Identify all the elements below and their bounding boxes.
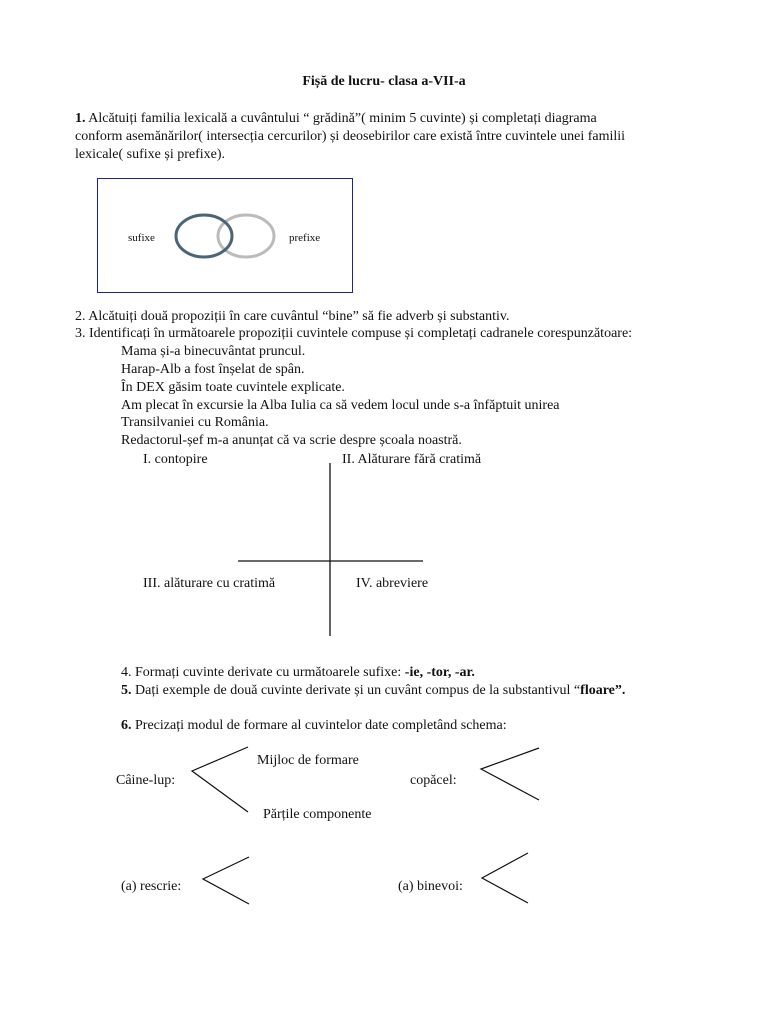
q1-text-1: Alcătuiți familia lexicală a cuvântului “ grădină”( minim 5 cuvinte) și completați diagrama <box>88 111 597 126</box>
q5-text: Dați exemple de două cuvinte derivate și un cuvânt compus de la substantivul “ <box>131 683 581 698</box>
word-rescrie: (a) rescrie: <box>121 879 182 894</box>
quadrant-3-label: III. alăturare cu cratimă <box>143 576 276 591</box>
branch-top-label: Mijloc de formare <box>257 753 359 768</box>
q2-text: 2. Alcătuiți două propoziții în care cuvântul “bine” să fie adverb și substantiv. <box>75 309 510 324</box>
q1-line3: lexicale( sufixe și prefixe). <box>75 147 226 162</box>
quadrant-1-label: I. contopire <box>143 452 208 467</box>
quadrant-4-label: IV. abreviere <box>356 576 429 591</box>
q3-sentence-1: Mama și-a binecuvântat pruncul. <box>121 344 306 359</box>
q3-sentence-2: Harap-Alb a fost înșelat de spân. <box>121 362 305 377</box>
branch-bottom-label: Părțile componente <box>263 807 372 822</box>
q3-sentence-5: Transilvaniei cu România. <box>121 415 269 430</box>
q3-sentence-6: Redactorul-șef m-a anunțat că va scrie despre școala noastră. <box>121 433 462 448</box>
q3-text: 3. Identificați în următoarele propoziții cuvintele compuse și completați cadranele corespunzătoare: <box>75 326 633 341</box>
branch-copacel <box>481 748 539 800</box>
q5-number: 5. <box>121 683 132 698</box>
q3-sentence-3: În DEX găsim toate cuvintele explicate. <box>121 380 345 395</box>
venn-right-circle <box>218 215 274 257</box>
word-caine-lup: Câine-lup: <box>116 773 176 788</box>
q1-number: 1. <box>75 111 86 126</box>
q4-suffixes: -ie, -tor, -ar. <box>404 665 475 680</box>
q6-number: 6. <box>121 718 132 733</box>
word-copacel: copăcel: <box>410 773 457 788</box>
venn-left-circle <box>176 215 232 257</box>
branch-binevoi <box>482 853 528 903</box>
worksheet-title: Fișă de lucru- clasa a-VII-a <box>302 74 466 89</box>
venn-left-label: sufixe <box>128 232 155 244</box>
venn-right-label: prefixe <box>289 232 321 244</box>
word-binevoi: (a) binevoi: <box>398 879 463 894</box>
q5-end: ”. <box>614 683 626 698</box>
branch-rescrie <box>203 857 249 904</box>
q5-word: floare <box>580 683 615 698</box>
q6-text: Precizați modul de formare al cuvintelor date completând schema: <box>131 718 507 733</box>
q1-line2: conform asemănărilor( intersecția cercurilor) și deosebirilor care există între cuvintele unei familii <box>75 129 626 144</box>
branch-caine-lup <box>192 747 248 812</box>
q3-sentence-4: Am plecat în excursie la Alba Iulia ca să vedem locul unde s-a înfăptuit unirea <box>121 398 560 413</box>
quadrant-2-label: II. Alăturare fără cratimă <box>342 452 482 467</box>
q4-text: 4. Formați cuvinte derivate cu următoarele sufixe: <box>121 665 405 680</box>
